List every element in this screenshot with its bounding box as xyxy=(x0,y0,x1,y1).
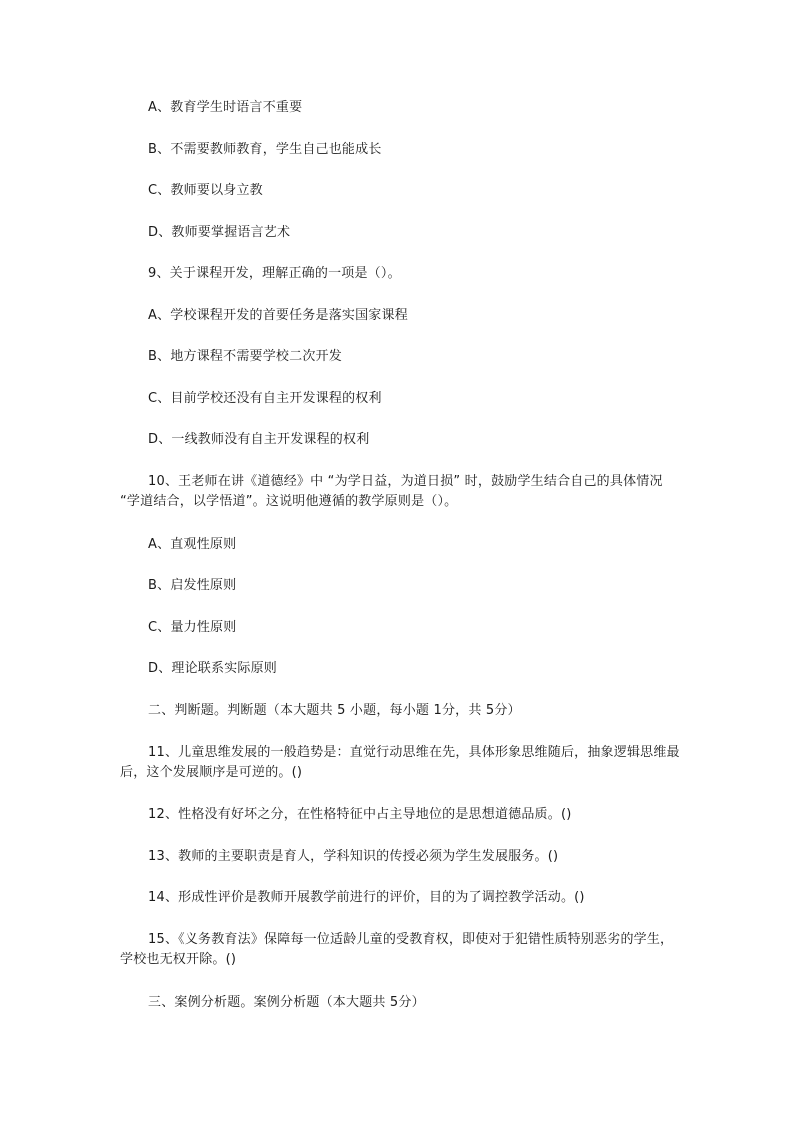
q10-option-c: C、量力性原则 xyxy=(148,620,237,635)
q8-option-b: B、不需要教师教育，学生自己也能成长 xyxy=(148,142,382,157)
q8-option-a: A、教育学生时语言不重要 xyxy=(148,100,303,115)
q9-option-d: D、一线教师没有自主开发课程的权利 xyxy=(148,432,370,447)
q15-text: 15、《义务教育法》保障每一位适龄儿童的受教育权，即使对于犯错性质特别恶劣的学生，学校也无权开除。() xyxy=(120,932,674,967)
q8-option-d: D、教师要掌握语言艺术 xyxy=(148,225,291,240)
q14-text: 14、形成性评价是教师开展教学前进行的评价，目的为了调控教学活动。() xyxy=(148,890,585,905)
q11-text: 11、儿童思维发展的一般趋势是：直觉行动思维在先，具体形象思维随后，抽象逻辑思维最后，这个发展顺序是可逆的。() xyxy=(120,745,680,780)
section3-title: 三、案例分析题。案例分析题（本大题共 5分） xyxy=(148,995,425,1010)
q9-stem: 9、关于课程开发，理解正确的一项是（）。 xyxy=(148,266,401,281)
q10-option-b: B、启发性原则 xyxy=(148,578,237,593)
q10-option-d: D、理论联系实际原则 xyxy=(148,661,278,676)
q8-option-c: C、教师要以身立教 xyxy=(148,183,263,198)
q12-text: 12、性格没有好坏之分，在性格特征中占主导地位的是思想道德品质。() xyxy=(148,807,572,822)
section2-title: 二、判断题。判断题（本大题共 5 小题，每小题 1分，共 5分） xyxy=(148,703,521,718)
q10-option-a: A、直观性原则 xyxy=(148,537,237,552)
q13-text: 13、教师的主要职责是育人，学科知识的传授必须为学生发展服务。() xyxy=(148,849,559,864)
q9-option-c: C、目前学校还没有自主开发课程的权利 xyxy=(148,391,382,406)
q9-option-b: B、地方课程不需要学校二次开发 xyxy=(148,349,342,364)
q10-stem: 10、王老师在讲《道德经》中 “为学日益，为道日损” 时，鼓励学生结合自己的具体情况 “学道结合，以学悟道”。这说明他遵循的教学原则是（）。 xyxy=(120,474,663,509)
q9-option-a: A、学校课程开发的首要任务是落实国家课程 xyxy=(148,308,408,323)
